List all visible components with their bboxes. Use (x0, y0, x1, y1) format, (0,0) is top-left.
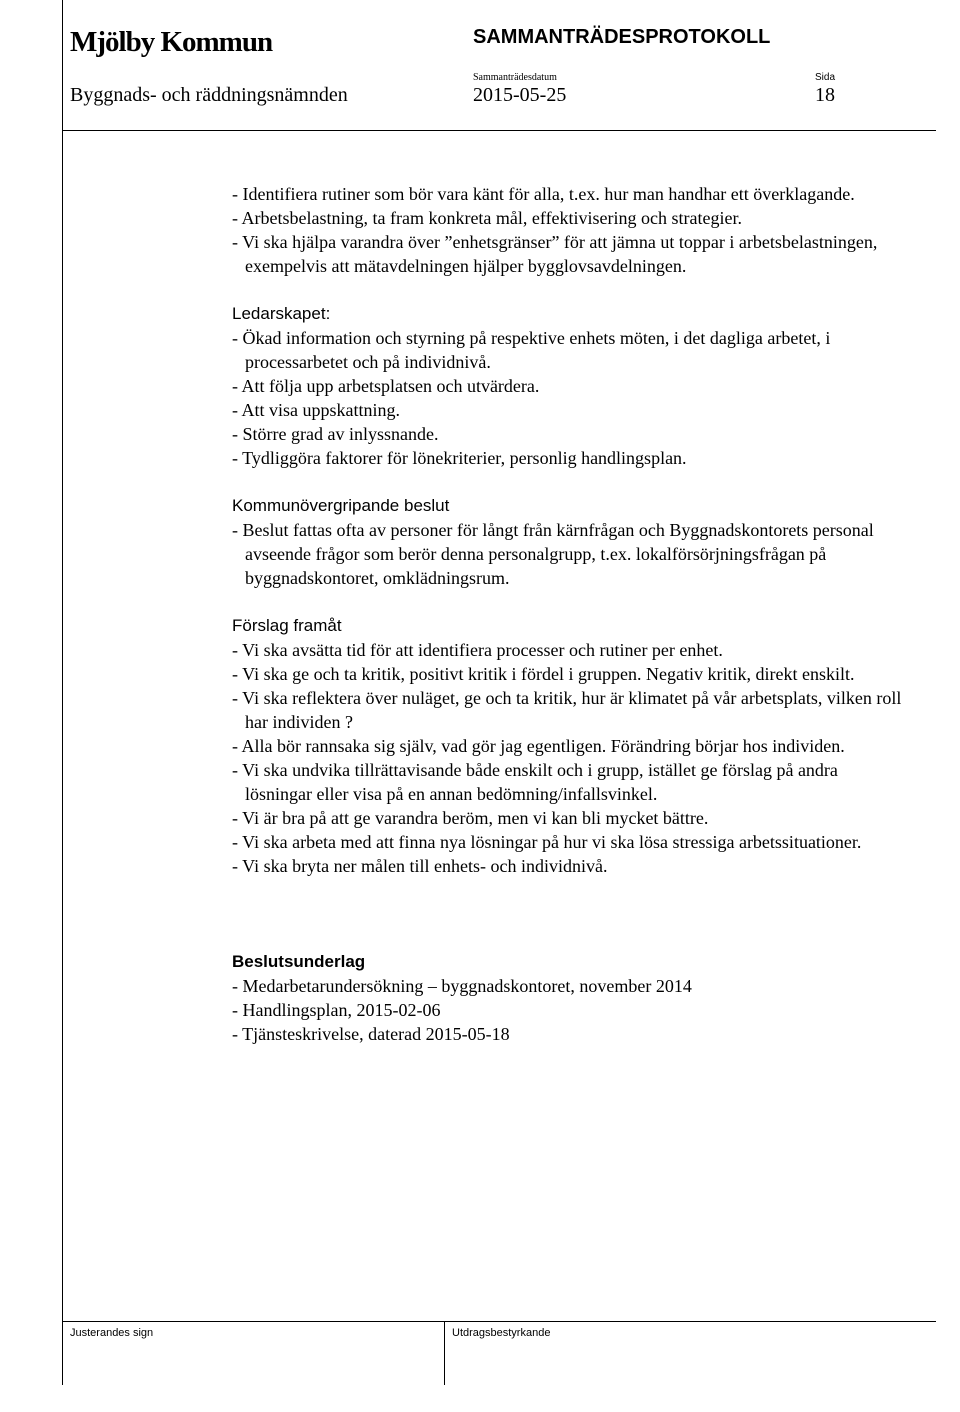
department-name: Byggnads- och räddningsnämnden (70, 84, 348, 106)
list-item: - Vi är bra på att ge varandra beröm, men vi kan bli mycket bättre. (232, 808, 709, 828)
list-item: - Vi ska avsätta tid för att identifiera processer och rutiner per enhet. (232, 640, 723, 660)
page-label: Sida (815, 72, 836, 83)
list-item: - Alla bör rannsaka sig själv, vad gör jag egentligen. Förändring börjar hos individen. (232, 736, 845, 756)
list-item: - Beslut fattas ofta av personer för långt från kärnfrågan och Byggnadskontorets personal avseende frågor som berör denna personalgrupp, t.ex. lokalförsörjningsfrågan på byggnadskontoret, omklädningsrum. (232, 520, 874, 588)
list-item: - Att följa upp arbetsplatsen och utvärdera. (232, 376, 540, 396)
section-heading-leadership: Ledarskapet: (232, 304, 331, 323)
footer-divider (62, 1321, 936, 1322)
list-item: - Vi ska bryta ner målen till enhets- och individnivå. (232, 856, 608, 876)
list-item: - Handlingsplan, 2015-02-06 (232, 1000, 441, 1020)
left-margin-line (62, 0, 63, 130)
list-item: - Ökad information och styrning på respektive enhets möten, i det dagliga arbetet, i processarbetet och på individnivå. (232, 328, 831, 372)
meeting-date: 2015-05-25 (473, 84, 567, 106)
list-item: - Vi ska undvika tillrättavisande både enskilt och i grupp, istället ge förslag på andra lösningar eller visa på en annan bedömning/infallsvinkel. (232, 760, 838, 804)
section-heading-municipal: Kommunövergripande beslut (232, 496, 450, 515)
header-divider (62, 130, 936, 131)
list-item: - Medarbetarundersökning – byggnadskontoret, november 2014 (232, 976, 692, 996)
list-item: - Större grad av inlyssnande. (232, 424, 439, 444)
document-body (232, 182, 904, 1046)
document-title: SAMMANTRÄDESPROTOKOLL (473, 26, 771, 48)
footer-extract-label: Utdragsbestyrkande (452, 1327, 551, 1339)
page-number: 18 (815, 84, 835, 106)
list-item: - Vi ska ge och ta kritik, positivt kritik i fördel i gruppen. Negativ kritik, direkt enskilt. (232, 664, 855, 684)
list-item: - Tydliggöra faktorer för lönekriterier, personlig handlingsplan. (232, 448, 687, 468)
footer-left-line (62, 1321, 63, 1385)
date-label: Sammanträdesdatum (473, 72, 557, 83)
list-item: - Identifiera rutiner som bör vara känt för alla, t.ex. hur man handhar ett överklagande. (232, 184, 855, 204)
footer-signature-label: Justerandes sign (70, 1327, 154, 1339)
section-heading-basis: Beslutsunderlag (232, 952, 366, 971)
list-item: - Vi ska hjälpa varandra över ”enhetsgränser” för att jämna ut toppar i arbetsbelastningen, exempelvis att mätavdelningen hjälper bygglovsavdelningen. (232, 232, 878, 276)
organization-name: Mjölby Kommun (70, 26, 273, 58)
list-item: - Att visa uppskattning. (232, 400, 400, 420)
list-item: - Tjänsteskrivelse, daterad 2015-05-18 (232, 1024, 510, 1044)
list-item: - Arbetsbelastning, ta fram konkreta mål, effektivisering och strategier. (232, 208, 743, 228)
section-heading-proposals: Förslag framåt (232, 616, 342, 635)
footer-middle-line (444, 1321, 445, 1385)
list-item: - Vi ska reflektera över nuläget, ge och ta kritik, hur är klimatet på vår arbetsplats, vilken roll har individen ? (232, 688, 902, 732)
left-margin-line-body (62, 130, 63, 1322)
list-item: - Vi ska arbeta med att finna nya lösningar på hur vi ska lösa stressiga arbetssituationer. (232, 832, 862, 852)
